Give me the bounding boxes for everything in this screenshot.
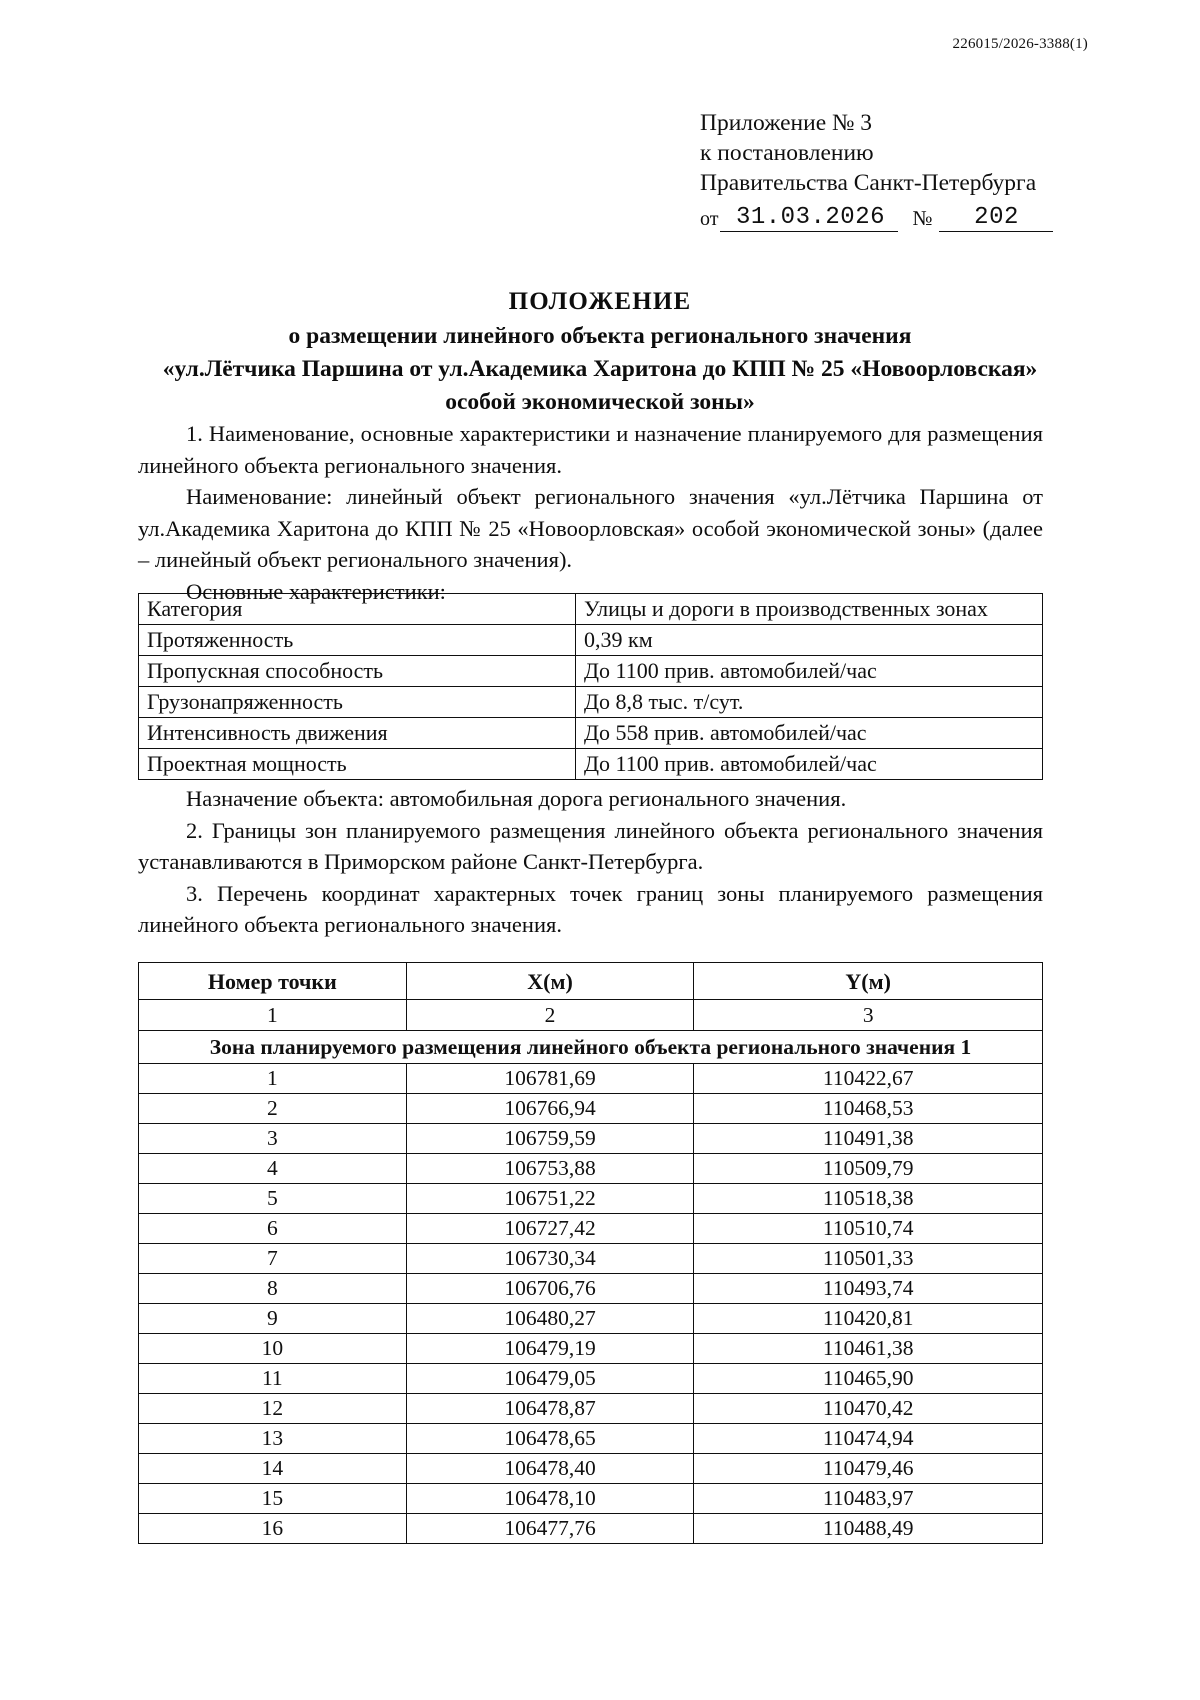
table-row — [139, 594, 1043, 625]
date-value: 31.03.2026 — [720, 206, 898, 232]
coordinates-table — [138, 962, 1043, 1544]
char-key: Интенсивность движения — [139, 718, 576, 749]
point-x: 106478,40 — [406, 1454, 694, 1484]
table-row — [139, 718, 1043, 749]
point-number: 14 — [139, 1454, 407, 1484]
char-value: До 558 прив. автомобилей/час — [576, 718, 1043, 749]
title-subtitle-line-3: особой экономической зоны» — [445, 389, 755, 415]
column-header-point-number: Номер точки — [139, 963, 407, 1000]
point-number: 11 — [139, 1364, 407, 1394]
point-number: 8 — [139, 1274, 407, 1304]
document-title-block — [100, 286, 1100, 417]
point-y: 110501,33 — [694, 1244, 1043, 1274]
char-key: Грузонапряженность — [139, 687, 576, 718]
number-label: № — [912, 206, 933, 230]
table-row — [139, 1214, 1043, 1244]
point-x: 106477,76 — [406, 1514, 694, 1544]
char-key: Проектная мощность — [139, 749, 576, 780]
char-value: До 1100 прив. автомобилей/час — [576, 749, 1043, 780]
point-y: 110465,90 — [694, 1364, 1043, 1394]
table-row — [139, 1064, 1043, 1094]
point-y: 110468,53 — [694, 1094, 1043, 1124]
point-y: 110422,67 — [694, 1064, 1043, 1094]
table-row — [139, 1124, 1043, 1154]
coordinates-table-grid — [138, 962, 1043, 1544]
table-zone-title-row — [139, 1031, 1043, 1064]
table-header-row — [139, 963, 1043, 1000]
table-row — [139, 687, 1043, 718]
point-number: 9 — [139, 1304, 407, 1334]
point-x: 106480,27 — [406, 1304, 694, 1334]
paragraph-6: 3. Перечень координат характерных точек границ зоны планируемого размещения линейного объекта регионального значения. — [138, 880, 1043, 937]
char-value: До 1100 прив. автомобилей/час — [576, 656, 1043, 687]
point-x: 106727,42 — [406, 1214, 694, 1244]
table-column-number-row — [139, 1000, 1043, 1031]
point-y: 110479,46 — [694, 1454, 1043, 1484]
point-number: 16 — [139, 1514, 407, 1544]
table-row — [139, 1184, 1043, 1214]
point-number: 13 — [139, 1424, 407, 1454]
table-row — [139, 1334, 1043, 1364]
column-header-x: X(м) — [406, 963, 694, 1000]
point-y: 110510,74 — [694, 1214, 1043, 1244]
point-number: 10 — [139, 1334, 407, 1364]
point-y: 110488,49 — [694, 1514, 1043, 1544]
approval-line-decree: к постановлению — [700, 140, 874, 166]
date-label: от — [700, 208, 719, 230]
point-y: 110420,81 — [694, 1304, 1043, 1334]
point-x: 106479,19 — [406, 1334, 694, 1364]
table-row — [139, 1244, 1043, 1274]
point-number: 5 — [139, 1184, 407, 1214]
table-row — [139, 1484, 1043, 1514]
page-title: ПОЛОЖЕНИЕ — [508, 288, 692, 315]
char-value: Улицы и дороги в производственных зонах — [576, 594, 1043, 625]
characteristics-table-grid — [138, 593, 1043, 780]
approval-line-government: Правительства Санкт-Петербурга — [700, 170, 1037, 196]
point-x: 106759,59 — [406, 1124, 694, 1154]
char-key: Протяженность — [139, 625, 576, 656]
zone-title: Зона планируемого размещения линейного объекта регионального значения 1 — [139, 1031, 1043, 1064]
paragraph-1: 1. Наименование, основные характеристики и назначение планируемого для размещения линейного объекта регионального значения. — [138, 421, 1043, 478]
point-y: 110474,94 — [694, 1424, 1043, 1454]
point-x: 106730,34 — [406, 1244, 694, 1274]
characteristics-table-body — [139, 594, 1043, 780]
point-x: 106479,05 — [406, 1364, 694, 1394]
point-number: 1 — [139, 1064, 407, 1094]
table-row — [139, 1274, 1043, 1304]
paragraph-3: Основные характеристики: — [186, 578, 446, 604]
point-y: 110470,42 — [694, 1394, 1043, 1424]
point-number: 3 — [139, 1124, 407, 1154]
paragraph-5: 2. Границы зон планируемого размещения линейного объекта регионального значения устанавливаются в Приморском районе Санкт-Петербурга. — [138, 817, 1043, 874]
table-row — [139, 1424, 1043, 1454]
body-section-middle — [138, 783, 1043, 941]
number-value: 202 — [939, 206, 1053, 232]
approval-line-appendix: Приложение № 3 — [700, 110, 873, 136]
approval-date-row — [700, 200, 1120, 232]
body-section-top — [138, 418, 1043, 607]
column-header-y: Y(м) — [694, 963, 1043, 1000]
point-number: 12 — [139, 1394, 407, 1424]
point-x: 106478,10 — [406, 1484, 694, 1514]
title-subtitle-line-2: «ул.Лётчика Паршина от ул.Академика Харитона до КПП № 25 «Новоорловская» — [162, 356, 1038, 382]
table-row — [139, 1514, 1043, 1544]
table-row — [139, 1394, 1043, 1424]
point-x: 106706,76 — [406, 1274, 694, 1304]
point-x: 106478,87 — [406, 1394, 694, 1424]
document-registration-code: 226015/2026-3388(1) — [952, 36, 1088, 52]
table-row — [139, 656, 1043, 687]
char-key: Категория — [139, 594, 576, 625]
coordinates-table-head — [139, 963, 1043, 1064]
table-row — [139, 625, 1043, 656]
point-y: 110491,38 — [694, 1124, 1043, 1154]
table-row — [139, 749, 1043, 780]
table-row — [139, 1304, 1043, 1334]
column-number-1: 1 — [139, 1000, 407, 1031]
characteristics-table — [138, 593, 1043, 780]
char-value: До 8,8 тыс. т/сут. — [576, 687, 1043, 718]
table-row — [139, 1454, 1043, 1484]
point-number: 15 — [139, 1484, 407, 1514]
char-value: 0,39 км — [576, 625, 1043, 656]
paragraph-4: Назначение объекта: автомобильная дорога регионального значения. — [186, 786, 847, 811]
char-key: Пропускная способность — [139, 656, 576, 687]
point-number: 6 — [139, 1214, 407, 1244]
point-y: 110493,74 — [694, 1274, 1043, 1304]
point-x: 106753,88 — [406, 1154, 694, 1184]
title-subtitle-line-1: о размещении линейного объекта регионального значения — [288, 323, 912, 349]
point-number: 2 — [139, 1094, 407, 1124]
column-number-3: 3 — [694, 1000, 1043, 1031]
point-y: 110518,38 — [694, 1184, 1043, 1214]
point-x: 106766,94 — [406, 1094, 694, 1124]
coordinates-table-body — [139, 1064, 1043, 1544]
table-row — [139, 1154, 1043, 1184]
approval-block — [700, 108, 1120, 232]
point-x: 106751,22 — [406, 1184, 694, 1214]
column-number-2: 2 — [406, 1000, 694, 1031]
point-y: 110483,97 — [694, 1484, 1043, 1514]
table-row — [139, 1364, 1043, 1394]
paragraph-2: Наименование: линейный объект регионального значения «ул.Лётчика Паршина от ул.Академика Харитона до КПП № 25 «Новоорловская» особой экономической зоны» (далее – линейный объект регионального значения). — [138, 484, 1043, 572]
point-x: 106781,69 — [406, 1064, 694, 1094]
point-y: 110461,38 — [694, 1334, 1043, 1364]
point-y: 110509,79 — [694, 1154, 1043, 1184]
point-x: 106478,65 — [406, 1424, 694, 1454]
point-number: 7 — [139, 1244, 407, 1274]
table-row — [139, 1094, 1043, 1124]
point-number: 4 — [139, 1154, 407, 1184]
